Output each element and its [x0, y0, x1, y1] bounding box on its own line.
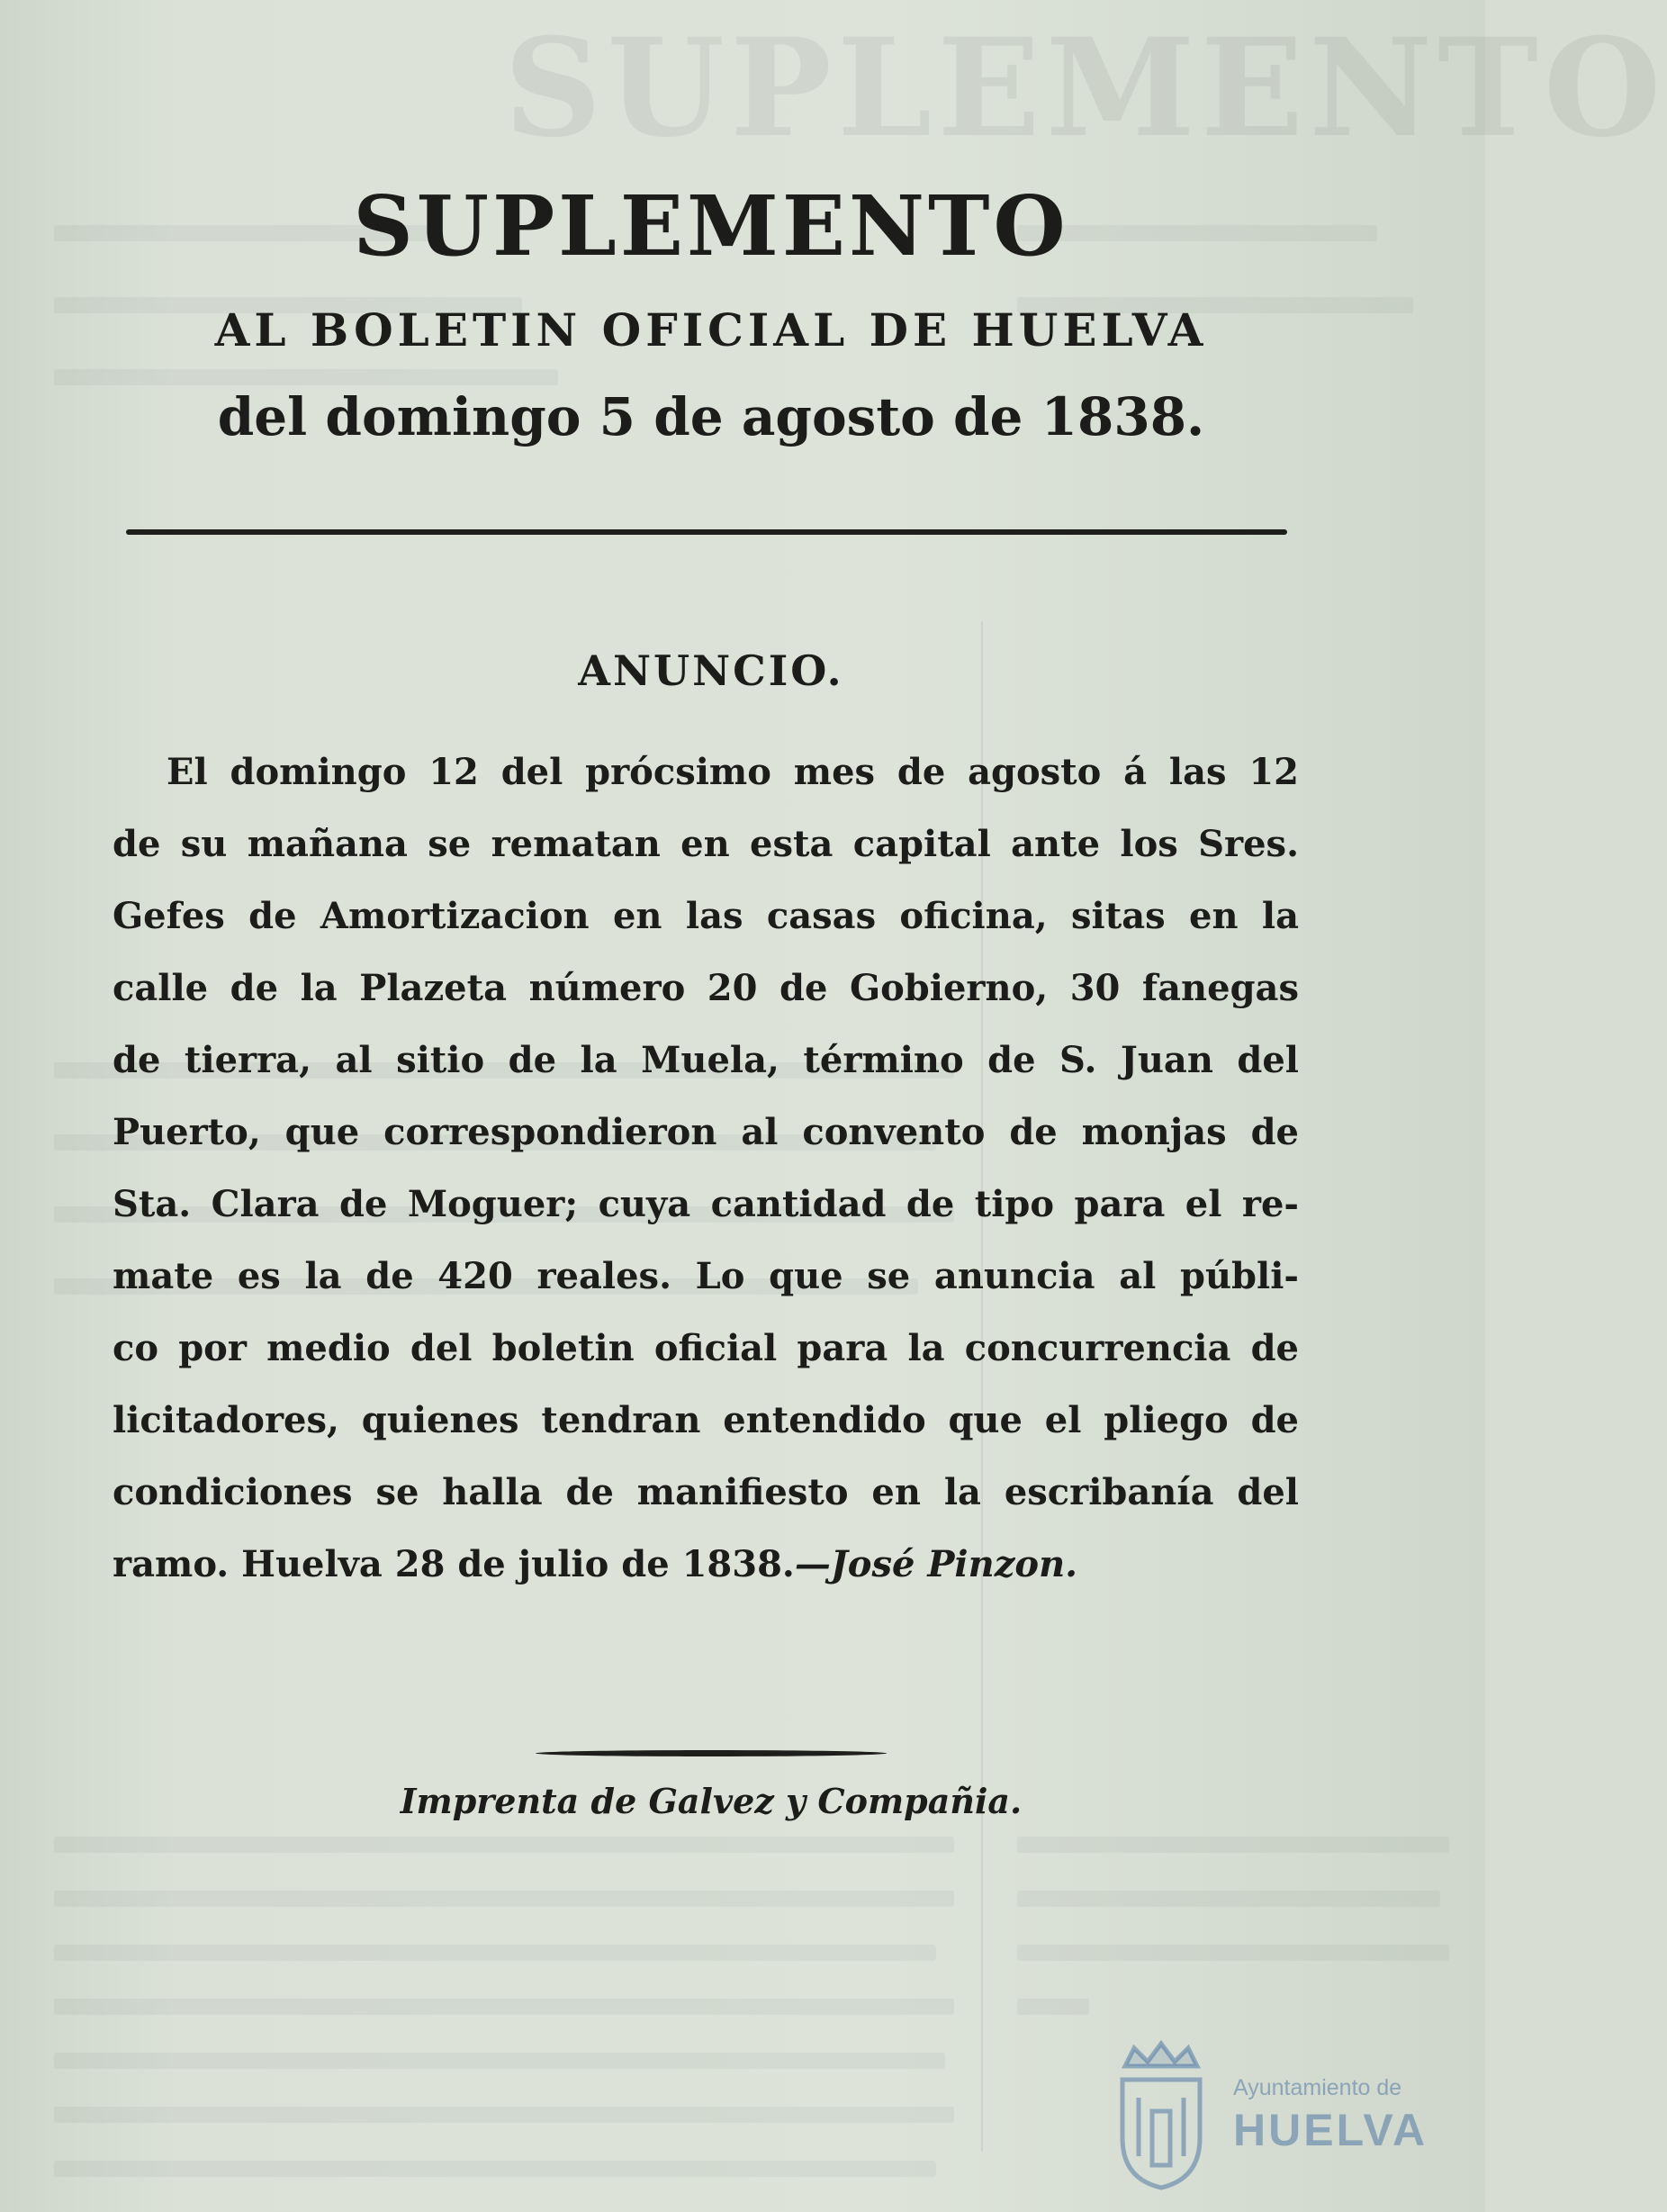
city-crest-icon: [1112, 2030, 1211, 2192]
body-line: calle de la Plazeta número 20 de Gobierno, 30 fanegas: [113, 967, 1299, 1009]
body-line: co por medio del boletin oficial para la concurrencia de: [113, 1327, 1299, 1369]
body-line: de su mañana se rematan en esta capital ante los Sres.: [113, 823, 1299, 865]
body-line: Gefes de Amortizacion en las casas oficina, sitas en la: [113, 895, 1299, 937]
body-line: condiciones se halla de manifiesto en la escribanía del: [113, 1471, 1299, 1513]
ghost-text-line: [54, 1999, 954, 2015]
body-line: El domingo 12 del prócsimo mes de agosto á las 12: [167, 751, 1299, 793]
body-last-line: [113, 1529, 1299, 1601]
ghost-masthead: SUPLEMENTO: [504, 9, 1667, 167]
ghost-text-line: [54, 1891, 954, 1907]
body-line: licitadores, quienes tendran entendido que el pliego de: [113, 1399, 1299, 1441]
ghost-text-line: [54, 1837, 954, 1853]
page-title: SUPLEMENTO: [353, 177, 1069, 275]
footer-divider: [536, 1750, 887, 1756]
body-line: Puerto, que correspondieron al convento de monjas de: [113, 1111, 1299, 1153]
ghost-text-line: [1017, 1891, 1440, 1907]
page-subtitle: AL BOLETIN OFICIAL DE HUELVA: [214, 303, 1208, 357]
signature: —José Pinzon.: [794, 1543, 1078, 1585]
ghost-text-line: [54, 2107, 954, 2123]
printer-imprint: Imprenta de Galvez y Compañia.: [400, 1781, 1023, 1821]
ghost-text-line: [1017, 1945, 1449, 1961]
archive-watermark: [1112, 2030, 1428, 2192]
ghost-text-line: [54, 2053, 945, 2069]
ghost-text-line: [1017, 1999, 1089, 2015]
ghost-text-line: [54, 2161, 936, 2177]
issue-date: del domingo 5 de agosto de 1838.: [217, 386, 1205, 447]
body-line: mate es la de 420 reales. Lo que se anuncia al públi-: [113, 1255, 1299, 1297]
closing-text: ramo. Huelva 28 de julio de 1838.: [113, 1543, 795, 1585]
watermark-title: HUELVA: [1233, 2105, 1428, 2155]
masthead: [0, 177, 1422, 447]
announcement-heading: ANUNCIO.: [578, 646, 844, 695]
ghost-text-line: [1017, 1837, 1449, 1853]
body-line: Sta. Clara de Moguer; cuya cantidad de tipo para el re-: [113, 1183, 1299, 1225]
header-divider: [126, 529, 1287, 535]
announcement-body: [113, 736, 1299, 1601]
body-line: de tierra, al sitio de la Muela, término de S. Juan del: [113, 1039, 1299, 1081]
ghost-text-line: [54, 1945, 936, 1961]
watermark-caption: Ayuntamiento de: [1233, 2075, 1402, 2100]
